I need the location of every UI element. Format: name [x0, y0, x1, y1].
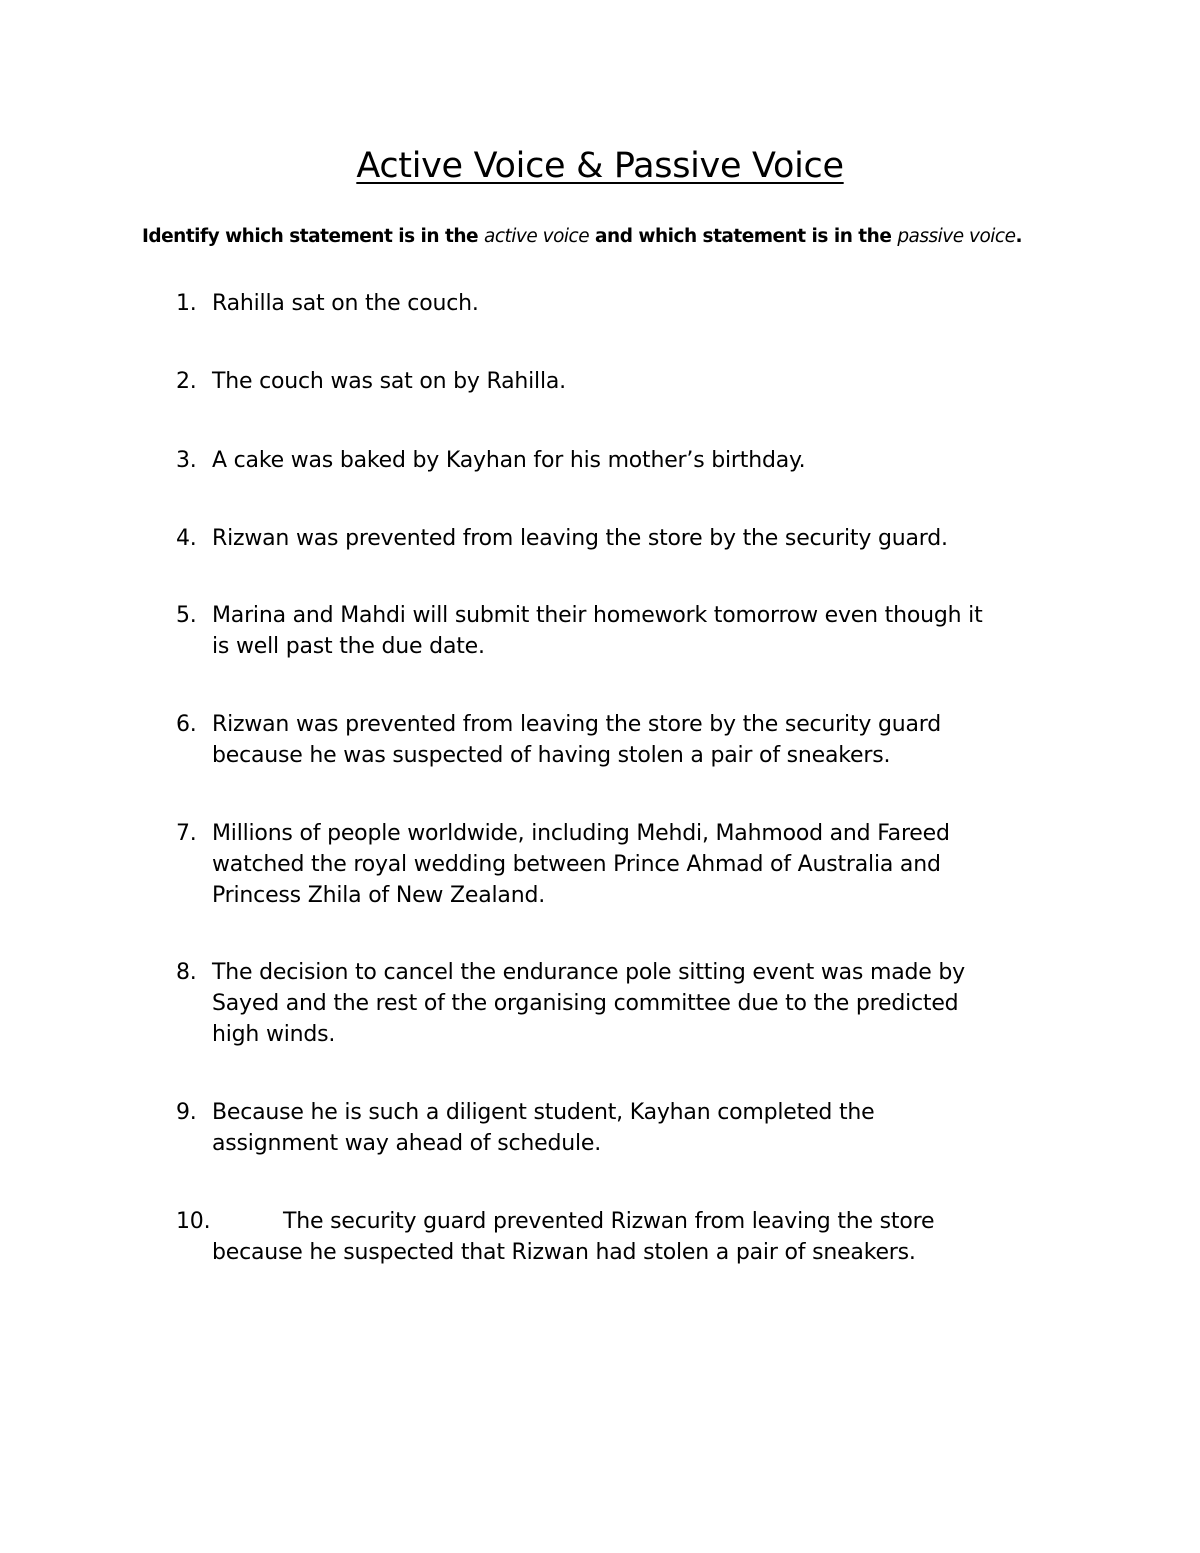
instructions-passive-voice: passive voice: [897, 226, 1016, 247]
question-line: assignment way ahead of schedule.: [212, 1131, 602, 1156]
question-number: 1.: [176, 291, 197, 316]
question-number: 3.: [176, 448, 197, 473]
question-line: Princess Zhila of New Zealand.: [212, 883, 546, 908]
question-line: Millions of people worldwide, including Mehdi, Mahmood and Fareed: [212, 821, 950, 846]
question-number: 7.: [176, 821, 197, 846]
question-number: 8.: [176, 960, 197, 985]
question-line: high winds.: [212, 1022, 336, 1047]
question-text: [212, 288, 1072, 319]
instructions-text-3: .: [1015, 226, 1023, 247]
question-line: Because he is such a diligent student, Kayhan completed the: [212, 1100, 875, 1125]
question-number: 9.: [176, 1100, 197, 1125]
question-line: A cake was baked by Kayhan for his mother’s birthday.: [212, 448, 806, 473]
question-line: The couch was sat on by Rahilla.: [212, 369, 566, 394]
question-text: [212, 445, 1072, 476]
question-line: Sayed and the rest of the organising committee due to the predicted: [212, 991, 959, 1016]
question-text: [212, 366, 1072, 397]
question-line: because he suspected that Rizwan had stolen a pair of sneakers.: [212, 1240, 916, 1265]
question-text: [212, 1206, 1072, 1268]
question-line: Rizwan was prevented from leaving the store by the security guard.: [212, 526, 948, 551]
page-title: Active Voice & Passive Voice: [356, 146, 844, 186]
instructions-text-1: Identify which statement is in the: [142, 226, 485, 247]
question-line: is well past the due date.: [212, 634, 485, 659]
question-line: The security guard prevented Rizwan from leaving the store: [283, 1209, 935, 1234]
question-number: 2.: [176, 369, 197, 394]
question-line: because he was suspected of having stolen a pair of sneakers.: [212, 743, 891, 768]
question-text: [212, 957, 1072, 1050]
question-line: Rizwan was prevented from leaving the store by the security guard: [212, 712, 941, 737]
instructions-active-voice: active voice: [484, 226, 590, 247]
question-line: Marina and Mahdi will submit their homework tomorrow even though it: [212, 603, 983, 628]
question-line: The decision to cancel the endurance pole sitting event was made by: [212, 960, 965, 985]
question-number: 6.: [176, 712, 197, 737]
question-number: 5.: [176, 603, 197, 628]
question-number: 4.: [176, 526, 197, 551]
question-text: [212, 523, 1072, 554]
instructions: [142, 226, 1022, 247]
question-line: watched the royal wedding between Prince Ahmad of Australia and: [212, 852, 941, 877]
question-text: [212, 600, 1072, 662]
question-number: 10.: [176, 1209, 211, 1234]
question-text: [212, 1097, 1072, 1159]
question-line: Rahilla sat on the couch.: [212, 291, 479, 316]
question-text: [212, 709, 1072, 771]
instructions-text-2: and which statement is in the: [589, 226, 898, 247]
question-text: [212, 818, 1072, 911]
